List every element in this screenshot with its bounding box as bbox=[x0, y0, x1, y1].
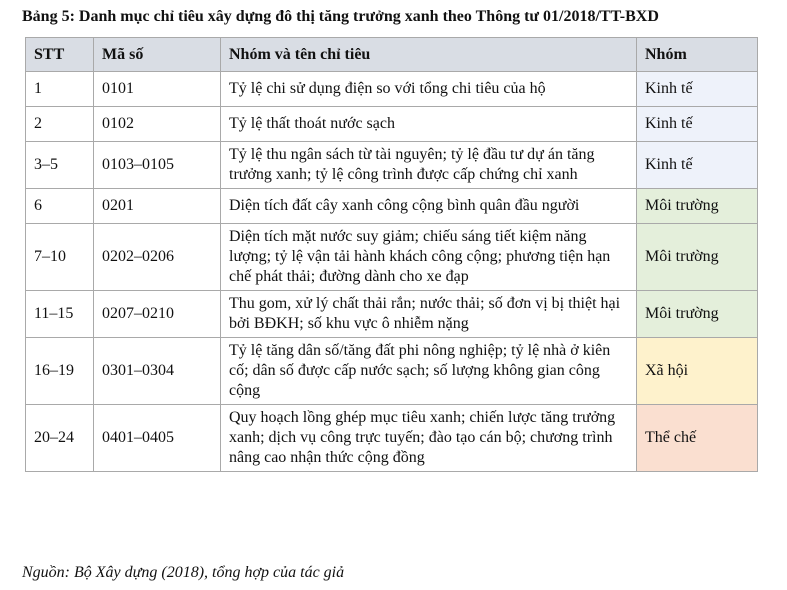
cell-code: 0103–0105 bbox=[94, 142, 221, 189]
table-row bbox=[26, 189, 758, 224]
cell-name: Tỷ lệ chi sử dụng điện so với tổng chi tiêu của hộ bbox=[221, 72, 637, 107]
source-note: Nguồn: Bộ Xây dựng (2018), tổng hợp của tác giả bbox=[22, 564, 345, 581]
header-stt: STT bbox=[26, 38, 94, 72]
cell-group: Kinh tế bbox=[637, 142, 758, 189]
cell-name: Diện tích đất cây xanh công cộng bình quân đầu người bbox=[221, 189, 637, 224]
cell-stt: 11–15 bbox=[26, 291, 94, 338]
cell-name: Tỷ lệ tăng dân số/tăng đất phi nông nghiệp; tỷ lệ nhà ở kiên cố; dân số được cấp nước sạch; số lượng không gian công cộng bbox=[221, 338, 637, 405]
cell-stt: 1 bbox=[26, 72, 94, 107]
table-row bbox=[26, 142, 758, 189]
cell-group: Kinh tế bbox=[637, 107, 758, 142]
cell-code: 0101 bbox=[94, 72, 221, 107]
cell-code: 0207–0210 bbox=[94, 291, 221, 338]
table-row bbox=[26, 224, 758, 291]
cell-group: Xã hội bbox=[637, 338, 758, 405]
cell-stt: 6 bbox=[26, 189, 94, 224]
cell-stt: 3–5 bbox=[26, 142, 94, 189]
cell-code: 0401–0405 bbox=[94, 405, 221, 472]
cell-group: Kinh tế bbox=[637, 72, 758, 107]
cell-code: 0102 bbox=[94, 107, 221, 142]
cell-code: 0201 bbox=[94, 189, 221, 224]
cell-code: 0202–0206 bbox=[94, 224, 221, 291]
cell-stt: 20–24 bbox=[26, 405, 94, 472]
table-row bbox=[26, 107, 758, 142]
cell-name: Diện tích mặt nước suy giảm; chiếu sáng tiết kiệm năng lượng; tỷ lệ vận tải hành khách công cộng; phương tiện hạn chế phát thải; đường dành cho xe đạp bbox=[221, 224, 637, 291]
table-row bbox=[26, 405, 758, 472]
cell-stt: 16–19 bbox=[26, 338, 94, 405]
cell-code: 0301–0304 bbox=[94, 338, 221, 405]
cell-name: Tỷ lệ thất thoát nước sạch bbox=[221, 107, 637, 142]
cell-name: Tỷ lệ thu ngân sách từ tài nguyên; tỷ lệ đầu tư dự án tăng trưởng xanh; tỷ lệ công trình được cấp chứng chỉ xanh bbox=[221, 142, 637, 189]
table-header-row bbox=[26, 38, 758, 72]
cell-group: Môi trường bbox=[637, 224, 758, 291]
indicator-table bbox=[25, 37, 758, 472]
cell-stt: 7–10 bbox=[26, 224, 94, 291]
header-code: Mã số bbox=[94, 38, 221, 72]
cell-group: Môi trường bbox=[637, 189, 758, 224]
cell-group: Môi trường bbox=[637, 291, 758, 338]
header-group: Nhóm bbox=[637, 38, 758, 72]
table-row bbox=[26, 72, 758, 107]
table-row bbox=[26, 291, 758, 338]
cell-stt: 2 bbox=[26, 107, 94, 142]
cell-group: Thể chế bbox=[637, 405, 758, 472]
cell-name: Quy hoạch lồng ghép mục tiêu xanh; chiến lược tăng trưởng xanh; dịch vụ công trực tuyến; đào tạo cán bộ; chương trình nâng cao nhận thức cộng đồng bbox=[221, 405, 637, 472]
table-title: Bảng 5: Danh mục chỉ tiêu xây dựng đô thị tăng trưởng xanh theo Thông tư 01/2018/TT-BXD bbox=[22, 8, 659, 25]
table-row bbox=[26, 338, 758, 405]
cell-name: Thu gom, xử lý chất thải rắn; nước thải; số đơn vị bị thiệt hại bởi BĐKH; số khu vực ô nhiễm nặng bbox=[221, 291, 637, 338]
header-name: Nhóm và tên chỉ tiêu bbox=[221, 38, 637, 72]
